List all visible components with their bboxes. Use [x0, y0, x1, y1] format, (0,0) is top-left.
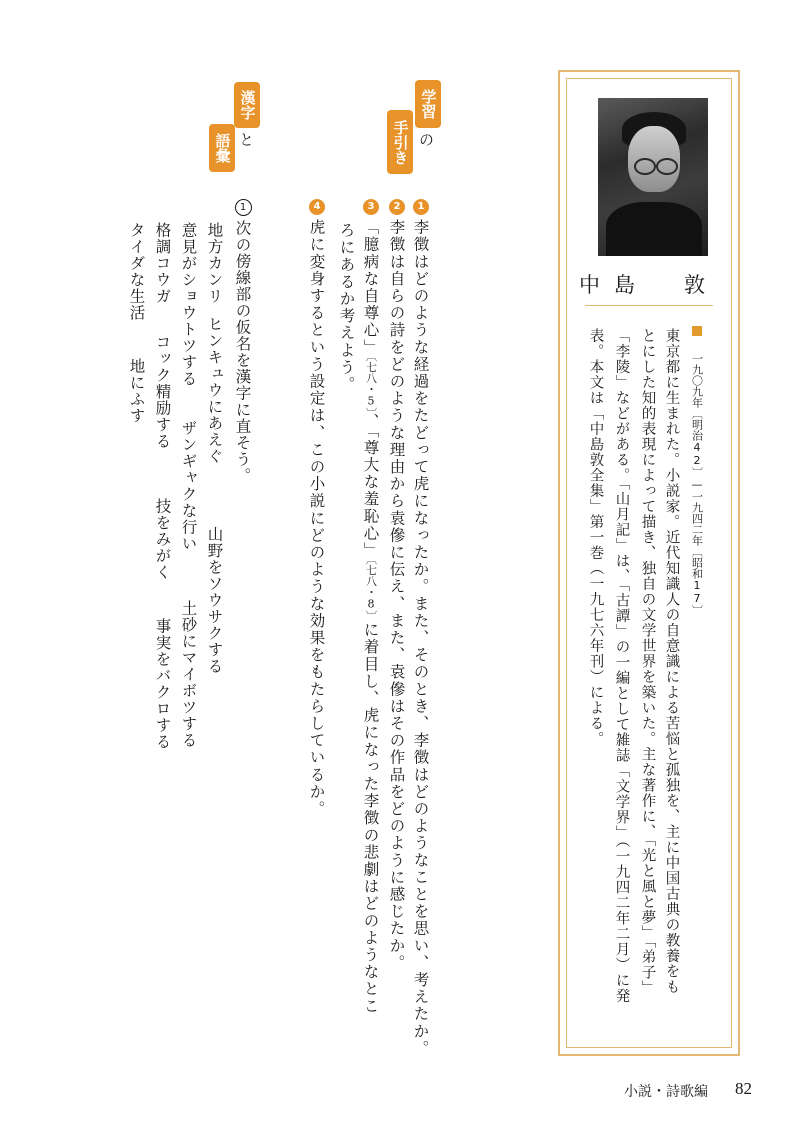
bio-line-1: 東京都に生まれた。小説家。近代知識人の自意識による苦悩と孤独を、主に中国古典の教養をも	[663, 328, 680, 995]
question-number-badge: 3	[363, 199, 379, 215]
question-3-part-c: に着目し、虎になった李徴の悲劇はどのようなとこ	[361, 621, 380, 1015]
kanji-row-2-item-2: ザンギャクな行い	[179, 420, 198, 552]
kanji-row-4-item-2: 地にふす	[127, 358, 146, 424]
question-number-badge: 4	[309, 199, 325, 215]
bio-line-2: とにした知的表現によって描き、独自の文学世界を築いた。主な著作に、「光と風と夢」「弟子」	[639, 328, 656, 996]
question-4	[308, 199, 325, 818]
question-3-part-b: 、「尊大な羞恥心」	[361, 412, 380, 559]
bio-dates-column	[689, 326, 704, 616]
page-number: 82	[735, 1079, 752, 1098]
vocab-tab-goi: 語彙	[209, 124, 235, 172]
vocab-tab-to: と	[237, 132, 255, 147]
bio-marker-icon	[692, 326, 702, 336]
kanji-number-badge: 1	[235, 199, 252, 216]
kanji-row-2-item-3: 土砂にマイボツする	[179, 600, 198, 749]
kanji-row-2-item-1: 意見がショウトツする	[179, 222, 198, 387]
kanji-row-3-item-1: 格調コウガ	[153, 222, 172, 305]
question-number-badge: 2	[389, 199, 405, 215]
author-portrait	[598, 98, 708, 256]
kanji-row-1-item-1: 地方カンリ	[205, 222, 224, 305]
bio-line-3: 「李陵」などがある。「山月記」は、「古譚」の一編として雑誌「文学界」（一九四二年二月）に発	[613, 328, 630, 1004]
question-2-text: 李徴は自らの詩をどのような理由から袁傪に伝え、また、袁傪はその作品をどのように感じたか。	[387, 219, 406, 972]
portrait-glasses-right	[656, 158, 678, 175]
section-footer: 小説・詩歌編	[624, 1084, 708, 1100]
kanji-row-1-item-2: ヒンキュウにあえぐ	[205, 316, 224, 465]
portrait-glasses-left	[634, 158, 656, 175]
author-name: 中島 敦	[579, 273, 719, 297]
question-3	[362, 199, 379, 1015]
bio-line-4: 表。本文は「中島敦全集」第一巻（一九七六年刊）による。	[587, 328, 604, 747]
question-3-ref-2: 〔七八・8〕	[364, 558, 378, 622]
kanji-row-3-item-4: 事実をバクロする	[153, 618, 172, 750]
question-2	[388, 199, 405, 971]
kanji-row-1-item-3: 山野をソウサクする	[205, 526, 224, 675]
vocab-tab-kanji: 漢字	[234, 82, 260, 128]
kanji-row-3-item-3: 技をみがく	[153, 498, 172, 581]
question-4-text: 虎に変身するという設定は、この小説にどのような効果をもたらしているか。	[307, 219, 326, 818]
kanji-row-4-item-1: タイダな生活	[127, 222, 146, 321]
bio-dates: 一九〇九年〔明治42〕—一九四二年〔昭和17〕	[690, 353, 704, 616]
study-tab-gakushu: 学習	[415, 80, 441, 128]
question-3-ref-1: 〔七八・5〕	[364, 355, 378, 413]
kanji-row-3-item-2: コック精励する	[153, 334, 172, 450]
question-number-badge: 1	[413, 199, 429, 215]
question-3-continued: ろにあるか考えよう。	[337, 222, 356, 393]
kanji-instruction-text: 次の傍線部の仮名を漢字に直そう。	[233, 220, 252, 484]
portrait-collar	[606, 202, 702, 256]
question-3-part-a: 「臆病な自尊心」	[361, 219, 380, 356]
name-divider	[585, 305, 713, 306]
question-1	[412, 199, 429, 1057]
study-tab-no: の	[417, 132, 435, 147]
kanji-instruction	[234, 199, 252, 484]
question-1-text: 李徴はどのような経過をたどって虎になったか。また、そのとき、李徴はどのようなことを思い、考えたか。	[411, 219, 430, 1057]
study-tab-tebiki: 手引き	[387, 110, 413, 174]
